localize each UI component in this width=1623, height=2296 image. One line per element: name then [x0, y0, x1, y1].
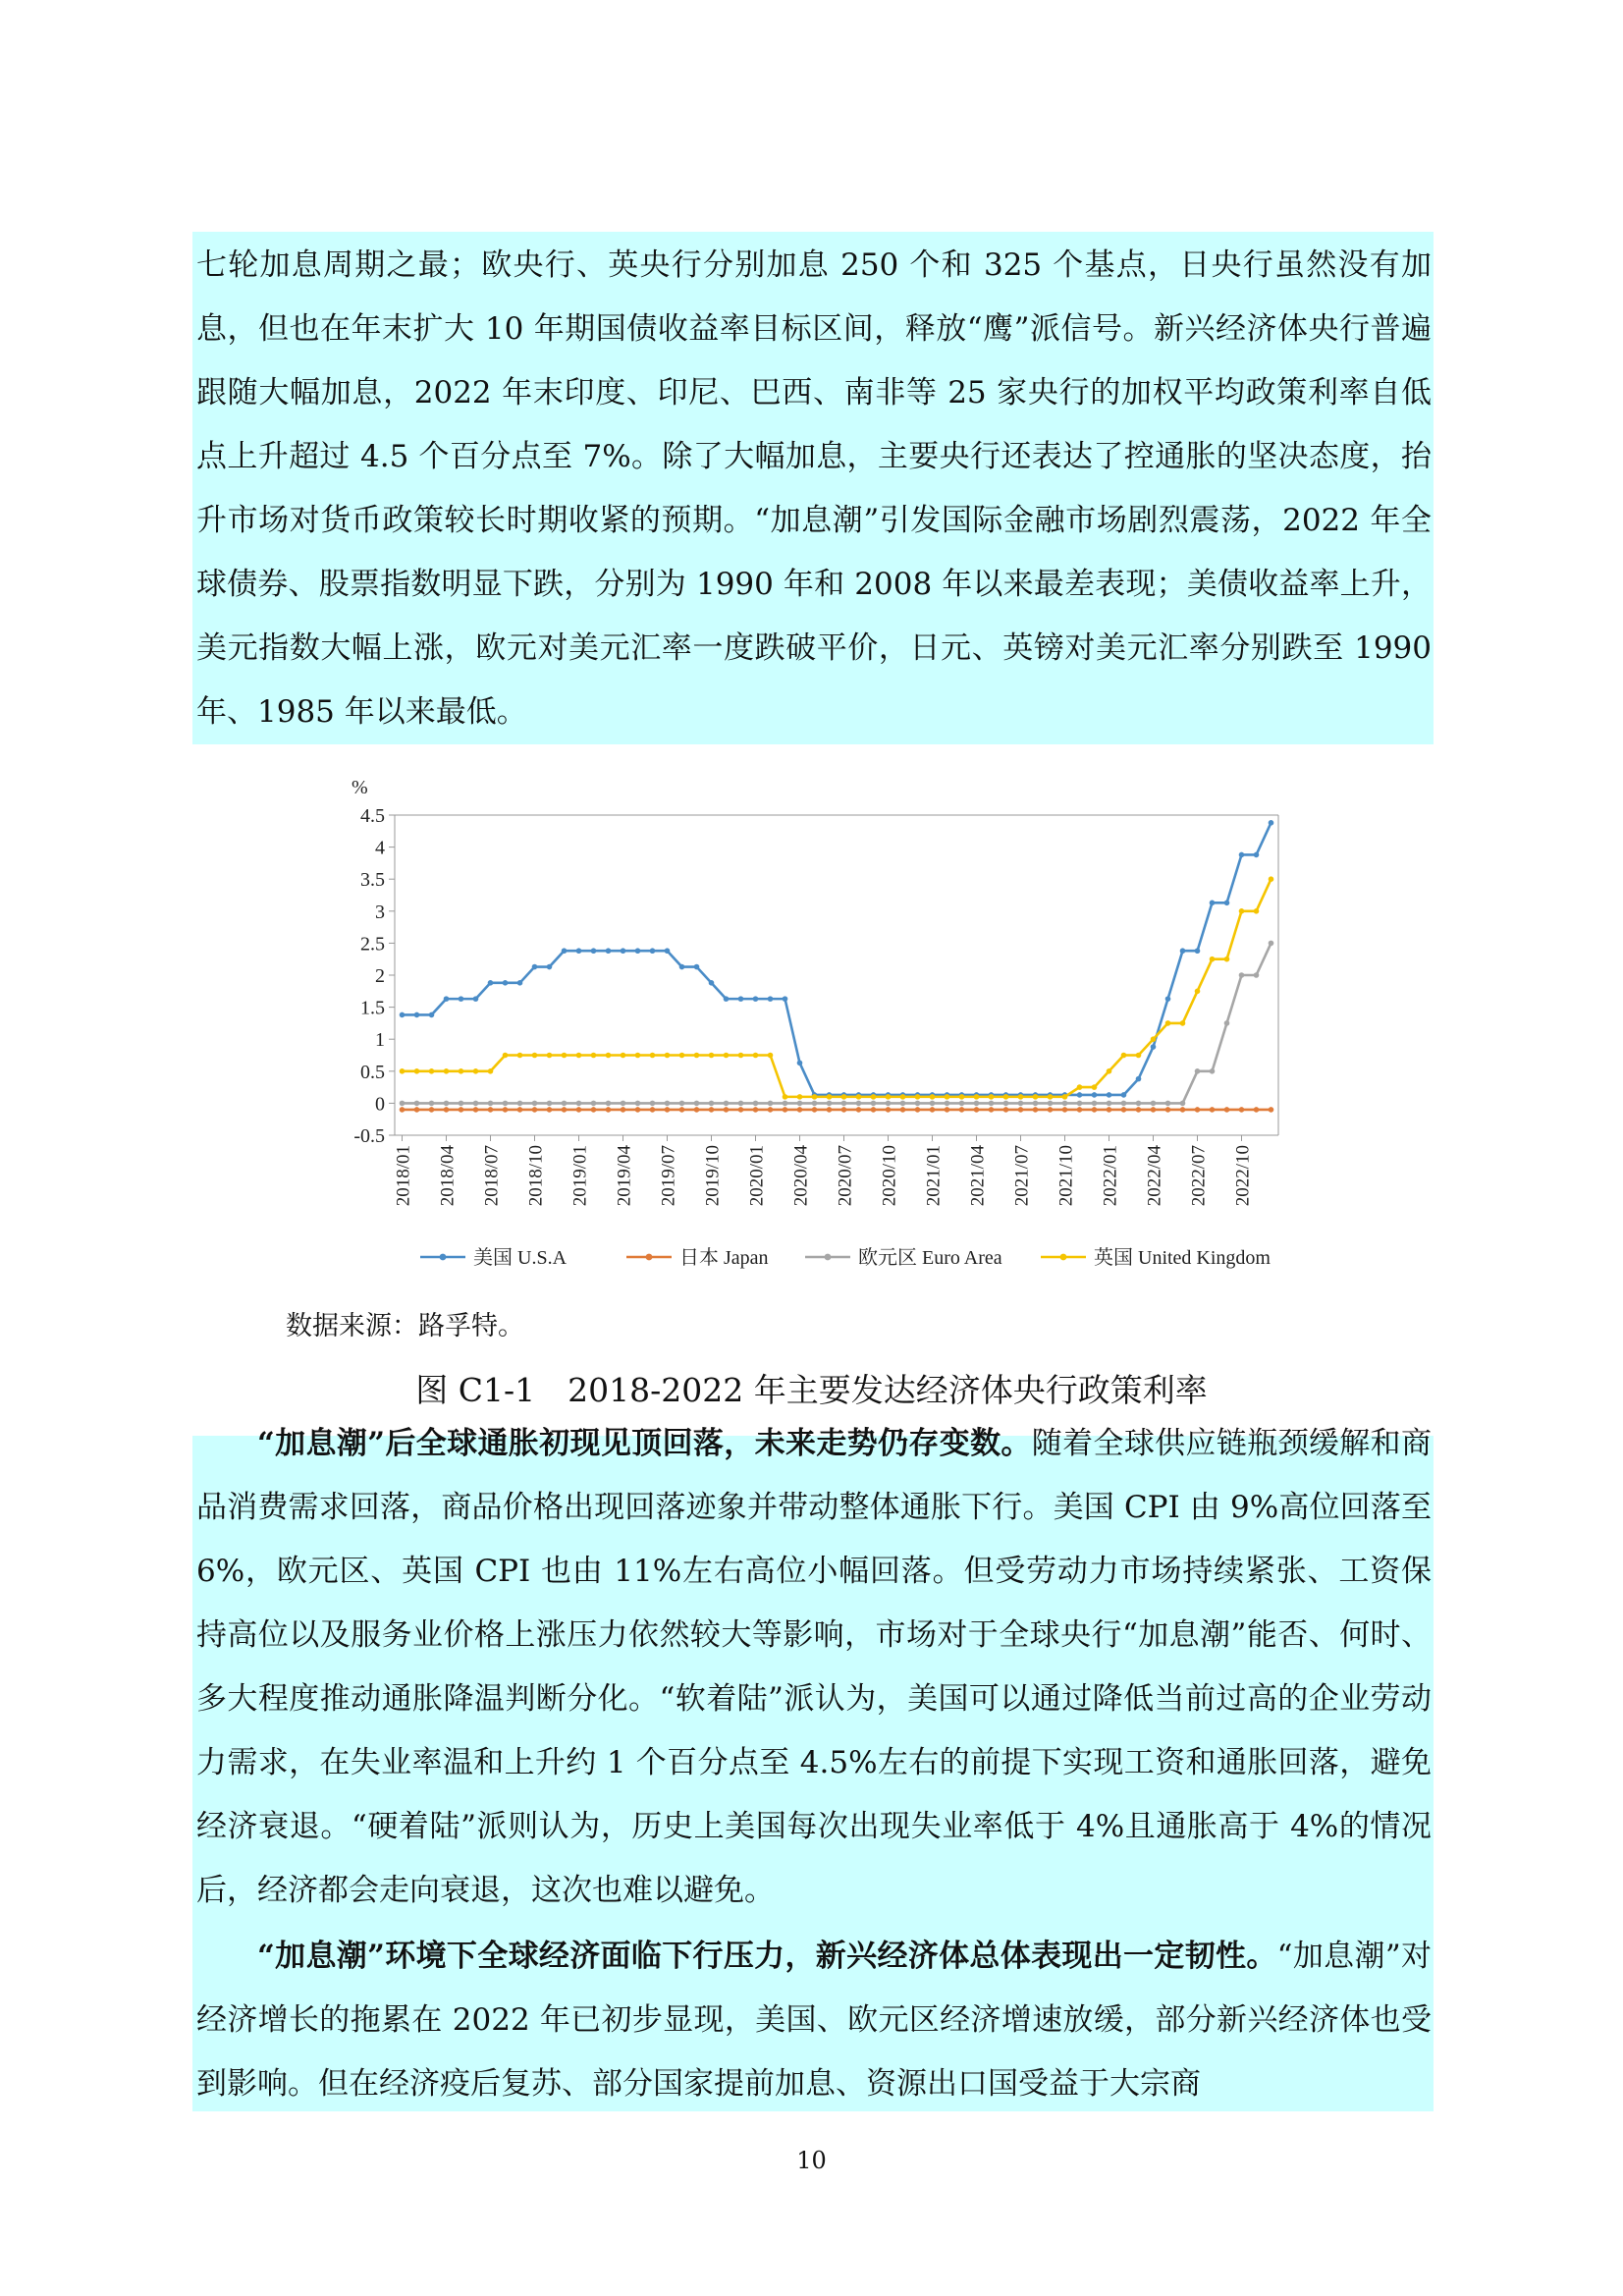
series-3-point — [871, 1094, 877, 1100]
series-2-point — [959, 1101, 965, 1107]
series-2-point — [517, 1101, 523, 1107]
series-2-point — [488, 1101, 494, 1107]
x-tick-label: 2021/01 — [923, 1145, 945, 1207]
series-3-point — [679, 1053, 685, 1059]
y-tick-label: 2.5 — [360, 933, 385, 956]
series-3-point — [414, 1068, 420, 1074]
series-2-point — [974, 1101, 980, 1107]
series-3-point — [812, 1094, 818, 1100]
series-0-point — [635, 948, 641, 954]
series-3-point — [1195, 989, 1201, 995]
series-1-point — [1092, 1107, 1098, 1113]
series-1-point — [841, 1107, 847, 1113]
series-2-point — [694, 1101, 700, 1107]
series-3-point — [1003, 1094, 1009, 1100]
series-2-point — [1180, 1101, 1186, 1107]
x-tick-label: 2018/01 — [393, 1145, 414, 1207]
series-0-point — [1136, 1076, 1142, 1082]
series-3-point — [1092, 1084, 1098, 1090]
series-2-point — [900, 1101, 906, 1107]
series-1-point — [797, 1107, 803, 1113]
series-2-point — [1121, 1101, 1127, 1107]
series-2-point — [576, 1101, 582, 1107]
series-2-point — [1239, 972, 1245, 978]
legend-label-1: 日本 Japan — [679, 1247, 769, 1269]
series-2-point — [915, 1101, 921, 1107]
series-1-point — [856, 1107, 862, 1113]
series-1-point — [1062, 1107, 1068, 1113]
series-1-point — [1107, 1107, 1112, 1113]
series-2-point — [812, 1101, 818, 1107]
series-3-point — [1136, 1053, 1142, 1059]
chart-svg — [334, 764, 1300, 1285]
series-line-3 — [403, 879, 1271, 1097]
series-3-point — [1062, 1094, 1068, 1100]
series-2-point — [738, 1101, 744, 1107]
series-2-point — [753, 1101, 759, 1107]
series-1-point — [459, 1107, 464, 1113]
series-3-point — [635, 1053, 641, 1059]
series-2-point — [1151, 1101, 1157, 1107]
series-0-point — [694, 964, 700, 970]
x-tick-label: 2022/07 — [1188, 1145, 1210, 1207]
series-3-point — [1151, 1036, 1157, 1042]
legend-marker-3 — [1060, 1254, 1067, 1261]
series-3-point — [915, 1094, 921, 1100]
series-0-point — [665, 948, 671, 954]
series-2-point — [1062, 1101, 1068, 1107]
series-1-point — [621, 1107, 626, 1113]
series-1-point — [900, 1107, 906, 1113]
paragraph-growth-heading: “加息潮”环境下全球经济面临下行压力，新兴经济体总体表现出一定韧性。 — [257, 1939, 1277, 1974]
x-tick-label: 2019/04 — [614, 1145, 635, 1207]
series-2-point — [841, 1101, 847, 1107]
series-0-point — [738, 996, 744, 1002]
legend-label-3: 英国 United Kingdom — [1094, 1247, 1271, 1269]
source-note: 数据来源：路孚特。 — [286, 1311, 524, 1341]
paragraph-inflation-heading: “加息潮”后全球通胀初现见顶回落，未来走势仍存变数。 — [257, 1426, 1032, 1461]
series-3-point — [827, 1094, 833, 1100]
y-tick-label: 0 — [375, 1093, 385, 1116]
series-0-point — [621, 948, 626, 954]
series-3-point — [517, 1053, 523, 1059]
figure-caption: 图 C1-1 2018-2022 年主要发达经济体央行政策利率 — [415, 1371, 1208, 1409]
series-1-point — [827, 1107, 833, 1113]
series-1-point — [650, 1107, 656, 1113]
series-3-point — [488, 1068, 494, 1074]
series-2-point — [635, 1101, 641, 1107]
series-0-point — [1092, 1092, 1098, 1098]
series-0-point — [1180, 948, 1186, 954]
series-1-point — [1048, 1107, 1054, 1113]
series-3-point — [1269, 876, 1274, 882]
series-3-point — [945, 1094, 950, 1100]
series-0-point — [783, 996, 788, 1002]
series-0-point — [488, 980, 494, 986]
series-0-point — [606, 948, 612, 954]
x-tick-label: 2021/04 — [967, 1145, 989, 1207]
series-0-point — [1151, 1044, 1157, 1050]
series-0-point — [591, 948, 597, 954]
series-2-point — [650, 1101, 656, 1107]
series-2-point — [444, 1101, 450, 1107]
paragraph-growth-body: “加息潮”对经济增长的拖累在 2022 年已初步显现，美国、欧元区经济增速放缓，部分新兴经济体也受到影响。但在经济疫后复苏、部分国家提前加息、资源出口国受益于大宗商 — [196, 1939, 1432, 2102]
series-2-point — [1269, 941, 1274, 947]
paragraph-inflation-body: 随着全球供应链瓶颈缓解和商品消费需求回落，商品价格出现回落迹象并带动整体通胀下行。美国 CPI 由 9%高位回落至 6%，欧元区、英国 CPI 也由 11%左右高位小幅回落。但受劳动力市场持续紧张、工资保持高位以及服务业价格上涨压力依然较大等影响，市场对于全球央行“加息潮”能否、何时、多大程度推动通胀降温判断分化。“软着陆”派认为，美国可以通过降低当前过高的企业劳动力需求，在失业率温和上升约 1 个百分点至 4.5%左右的前提下实现工资和通胀回落，避免经济衰退。“硬着陆”派则认为，历史上美国每次出现失业率低于 4%且通胀高于 4%的情况后，经济都会走向衰退，这次也难以避免。 — [196, 1426, 1432, 1908]
series-2-point — [768, 1101, 774, 1107]
series-2-point — [1048, 1101, 1054, 1107]
series-2-point — [945, 1101, 950, 1107]
x-tick-label: 2018/07 — [481, 1145, 503, 1207]
series-3-point — [753, 1053, 759, 1059]
legend-label-2: 欧元区 Euro Area — [858, 1247, 1002, 1269]
series-2-point — [1003, 1101, 1009, 1107]
series-1-point — [562, 1107, 568, 1113]
series-2-point — [871, 1101, 877, 1107]
series-2-point — [1033, 1101, 1039, 1107]
series-1-point — [400, 1107, 406, 1113]
series-3-point — [1048, 1094, 1054, 1100]
x-tick-label: 2022/10 — [1232, 1145, 1254, 1207]
series-3-point — [856, 1094, 862, 1100]
series-0-point — [1107, 1092, 1112, 1098]
series-1-point — [768, 1107, 774, 1113]
series-1-point — [1136, 1107, 1142, 1113]
series-2-point — [547, 1101, 553, 1107]
series-0-point — [709, 980, 715, 986]
series-1-point — [414, 1107, 420, 1113]
series-3-point — [783, 1094, 788, 1100]
series-0-point — [1210, 901, 1216, 906]
series-3-point — [1210, 957, 1216, 962]
series-2-point — [429, 1101, 435, 1107]
series-0-point — [679, 964, 685, 970]
series-2-point — [856, 1101, 862, 1107]
series-2-point — [1195, 1068, 1201, 1074]
series-1-point — [1077, 1107, 1083, 1113]
series-0-point — [797, 1061, 803, 1066]
legend-label-0: 美国 U.S.A — [473, 1247, 568, 1269]
series-3-point — [444, 1068, 450, 1074]
series-0-point — [1269, 820, 1274, 826]
x-tick-label: 2021/07 — [1011, 1145, 1033, 1207]
series-1-point — [1033, 1107, 1039, 1113]
series-3-point — [1239, 908, 1245, 914]
series-2-point — [1210, 1068, 1216, 1074]
series-0-point — [517, 980, 523, 986]
y-tick-label: 4.5 — [360, 805, 385, 827]
series-3-point — [576, 1053, 582, 1059]
x-tick-label: 2020/01 — [746, 1145, 768, 1207]
series-0-point — [414, 1012, 420, 1018]
series-2-point — [562, 1101, 568, 1107]
series-0-point — [473, 996, 479, 1002]
series-3-point — [797, 1094, 803, 1100]
series-1-point — [444, 1107, 450, 1113]
series-1-point — [488, 1107, 494, 1113]
series-1-point — [709, 1107, 715, 1113]
series-3-point — [621, 1053, 626, 1059]
series-3-point — [930, 1094, 936, 1100]
series-2-point — [1254, 972, 1260, 978]
y-tick-label: 3.5 — [360, 869, 385, 892]
series-2-point — [591, 1101, 597, 1107]
series-0-point — [576, 948, 582, 954]
series-3-point — [709, 1053, 715, 1059]
series-0-point — [650, 948, 656, 954]
series-1-point — [871, 1107, 877, 1113]
series-3-point — [400, 1068, 406, 1074]
series-0-point — [547, 964, 553, 970]
series-1-point — [1239, 1107, 1245, 1113]
series-1-point — [694, 1107, 700, 1113]
series-0-point — [1121, 1092, 1127, 1098]
series-1-point — [930, 1107, 936, 1113]
series-2-point — [709, 1101, 715, 1107]
series-3-point — [1165, 1020, 1171, 1026]
paragraph-inflation — [196, 1412, 1432, 1923]
series-2-point — [1136, 1101, 1142, 1107]
series-1-point — [915, 1107, 921, 1113]
series-0-point — [1254, 852, 1260, 858]
series-3-point — [974, 1094, 980, 1100]
x-tick-label: 2019/07 — [658, 1145, 679, 1207]
y-tick-label: 0.5 — [360, 1061, 385, 1083]
series-2-point — [621, 1101, 626, 1107]
y-tick-label: 4 — [375, 837, 385, 859]
series-1-point — [1180, 1107, 1186, 1113]
series-3-point — [532, 1053, 538, 1059]
series-3-point — [1121, 1053, 1127, 1059]
series-0-point — [1165, 996, 1171, 1002]
series-1-point — [532, 1107, 538, 1113]
series-3-point — [841, 1094, 847, 1100]
series-0-point — [429, 1012, 435, 1018]
series-3-point — [1254, 908, 1260, 914]
x-tick-label: 2022/04 — [1144, 1145, 1165, 1207]
series-0-point — [1077, 1092, 1083, 1098]
series-1-point — [1121, 1107, 1127, 1113]
series-1-point — [974, 1107, 980, 1113]
series-0-point — [532, 964, 538, 970]
page-number: 10 — [796, 2147, 827, 2174]
series-0-point — [444, 996, 450, 1002]
legend-marker-2 — [825, 1254, 832, 1261]
series-2-point — [724, 1101, 730, 1107]
y-tick-label: 3 — [375, 901, 385, 923]
series-0-point — [503, 980, 509, 986]
x-tick-label: 2022/01 — [1100, 1145, 1121, 1207]
series-0-point — [724, 996, 730, 1002]
series-1-point — [429, 1107, 435, 1113]
series-2-point — [532, 1101, 538, 1107]
series-2-point — [1077, 1101, 1083, 1107]
series-2-point — [989, 1101, 995, 1107]
paragraph-rate-hikes: 七轮加息周期之最；欧央行、英央行分别加息 250 个和 325 个基点，日央行虽然没有加息，但也在年末扩大 10 年期国债收益率目标区间，释放“鹰”派信号。新兴经济体央行普遍跟随大幅加息，2022 年末印度、印尼、巴西、南非等 25 家央行的加权平均政策利率自低点上升超过 4.5 个百分点至 7%。除了大幅加息，主要央行还表达了控通胀的坚决态度，抬升市场对货币政策较长时期收紧的预期。“加息潮”引发国际金融市场剧烈震荡，2022 年全球债券、股票指数明显下跌，分别为 1990 年和 2008 年以来最差表现；美债收益率上升，美元指数大幅上涨，欧元对美元汇率一度跌破平价，日元、英镑对美元汇率分别跌至 1990 年、1985 年以来最低。 — [196, 247, 1432, 730]
series-1-point — [679, 1107, 685, 1113]
x-tick-label: 2018/04 — [437, 1145, 459, 1207]
y-tick-label: 1.5 — [360, 997, 385, 1019]
series-1-point — [989, 1107, 995, 1113]
y-axis-label: % — [352, 777, 368, 798]
series-1-point — [1003, 1107, 1009, 1113]
series-2-point — [930, 1101, 936, 1107]
x-tick-label: 2020/07 — [835, 1145, 856, 1207]
series-1-point — [1165, 1107, 1171, 1113]
series-1-point — [665, 1107, 671, 1113]
series-3-point — [606, 1053, 612, 1059]
series-3-point — [591, 1053, 597, 1059]
series-3-point — [1033, 1094, 1039, 1100]
series-2-point — [783, 1101, 788, 1107]
series-3-point — [547, 1053, 553, 1059]
series-2-point — [606, 1101, 612, 1107]
x-tick-label: 2020/10 — [879, 1145, 900, 1207]
series-3-point — [959, 1094, 965, 1100]
x-tick-label: 2021/10 — [1055, 1145, 1077, 1207]
series-1-point — [724, 1107, 730, 1113]
series-0-point — [1224, 901, 1230, 906]
series-1-point — [591, 1107, 597, 1113]
series-3-point — [1107, 1068, 1112, 1074]
series-2-point — [1165, 1101, 1171, 1107]
series-3-point — [665, 1053, 671, 1059]
series-2-point — [1018, 1101, 1024, 1107]
series-0-point — [753, 996, 759, 1002]
series-3-point — [1180, 1020, 1186, 1026]
y-tick-label: 2 — [375, 965, 385, 987]
series-1-point — [1195, 1107, 1201, 1113]
x-tick-label: 2019/01 — [569, 1145, 591, 1207]
series-1-point — [1151, 1107, 1157, 1113]
series-1-point — [959, 1107, 965, 1113]
series-1-point — [886, 1107, 892, 1113]
y-tick-label: -0.5 — [353, 1125, 385, 1147]
series-1-point — [606, 1107, 612, 1113]
series-2-point — [827, 1101, 833, 1107]
policy-rate-chart — [334, 764, 1300, 1285]
paragraph-growth — [196, 1925, 1432, 2116]
series-1-point — [473, 1107, 479, 1113]
series-3-point — [1018, 1094, 1024, 1100]
series-2-point — [679, 1101, 685, 1107]
series-3-point — [503, 1053, 509, 1059]
series-1-point — [547, 1107, 553, 1113]
series-3-point — [459, 1068, 464, 1074]
series-2-point — [1224, 1020, 1230, 1026]
series-0-point — [562, 948, 568, 954]
x-tick-label: 2018/10 — [525, 1145, 547, 1207]
series-3-point — [724, 1053, 730, 1059]
series-0-point — [1195, 948, 1201, 954]
series-3-point — [989, 1094, 995, 1100]
series-1-point — [783, 1107, 788, 1113]
series-1-point — [576, 1107, 582, 1113]
series-1-point — [517, 1107, 523, 1113]
series-2-point — [1092, 1101, 1098, 1107]
series-3-point — [650, 1053, 656, 1059]
series-0-point — [400, 1012, 406, 1018]
x-tick-label: 2020/04 — [790, 1145, 812, 1207]
series-3-point — [429, 1068, 435, 1074]
series-2-point — [665, 1101, 671, 1107]
x-tick-label: 2019/10 — [702, 1145, 724, 1207]
series-1-point — [503, 1107, 509, 1113]
series-1-point — [1269, 1107, 1274, 1113]
series-3-point — [1077, 1084, 1083, 1090]
series-0-point — [1239, 852, 1245, 858]
series-1-point — [1210, 1107, 1216, 1113]
series-1-point — [1254, 1107, 1260, 1113]
series-2-point — [886, 1101, 892, 1107]
series-3-point — [562, 1053, 568, 1059]
legend-marker-0 — [440, 1254, 447, 1261]
series-1-point — [753, 1107, 759, 1113]
series-3-point — [768, 1053, 774, 1059]
series-2-point — [797, 1101, 803, 1107]
series-3-point — [694, 1053, 700, 1059]
series-1-point — [1018, 1107, 1024, 1113]
series-3-point — [1224, 957, 1230, 962]
series-2-point — [400, 1101, 406, 1107]
series-1-point — [738, 1107, 744, 1113]
series-2-point — [473, 1101, 479, 1107]
y-tick-label: 1 — [375, 1029, 385, 1052]
series-3-point — [473, 1068, 479, 1074]
series-1-point — [812, 1107, 818, 1113]
series-0-point — [768, 996, 774, 1002]
series-2-point — [1107, 1101, 1112, 1107]
series-3-point — [900, 1094, 906, 1100]
series-2-point — [503, 1101, 509, 1107]
series-2-point — [459, 1101, 464, 1107]
series-3-point — [738, 1053, 744, 1059]
legend-marker-1 — [646, 1254, 653, 1261]
series-3-point — [886, 1094, 892, 1100]
series-1-point — [945, 1107, 950, 1113]
series-1-point — [635, 1107, 641, 1113]
series-2-point — [414, 1101, 420, 1107]
series-1-point — [1224, 1107, 1230, 1113]
series-0-point — [459, 996, 464, 1002]
